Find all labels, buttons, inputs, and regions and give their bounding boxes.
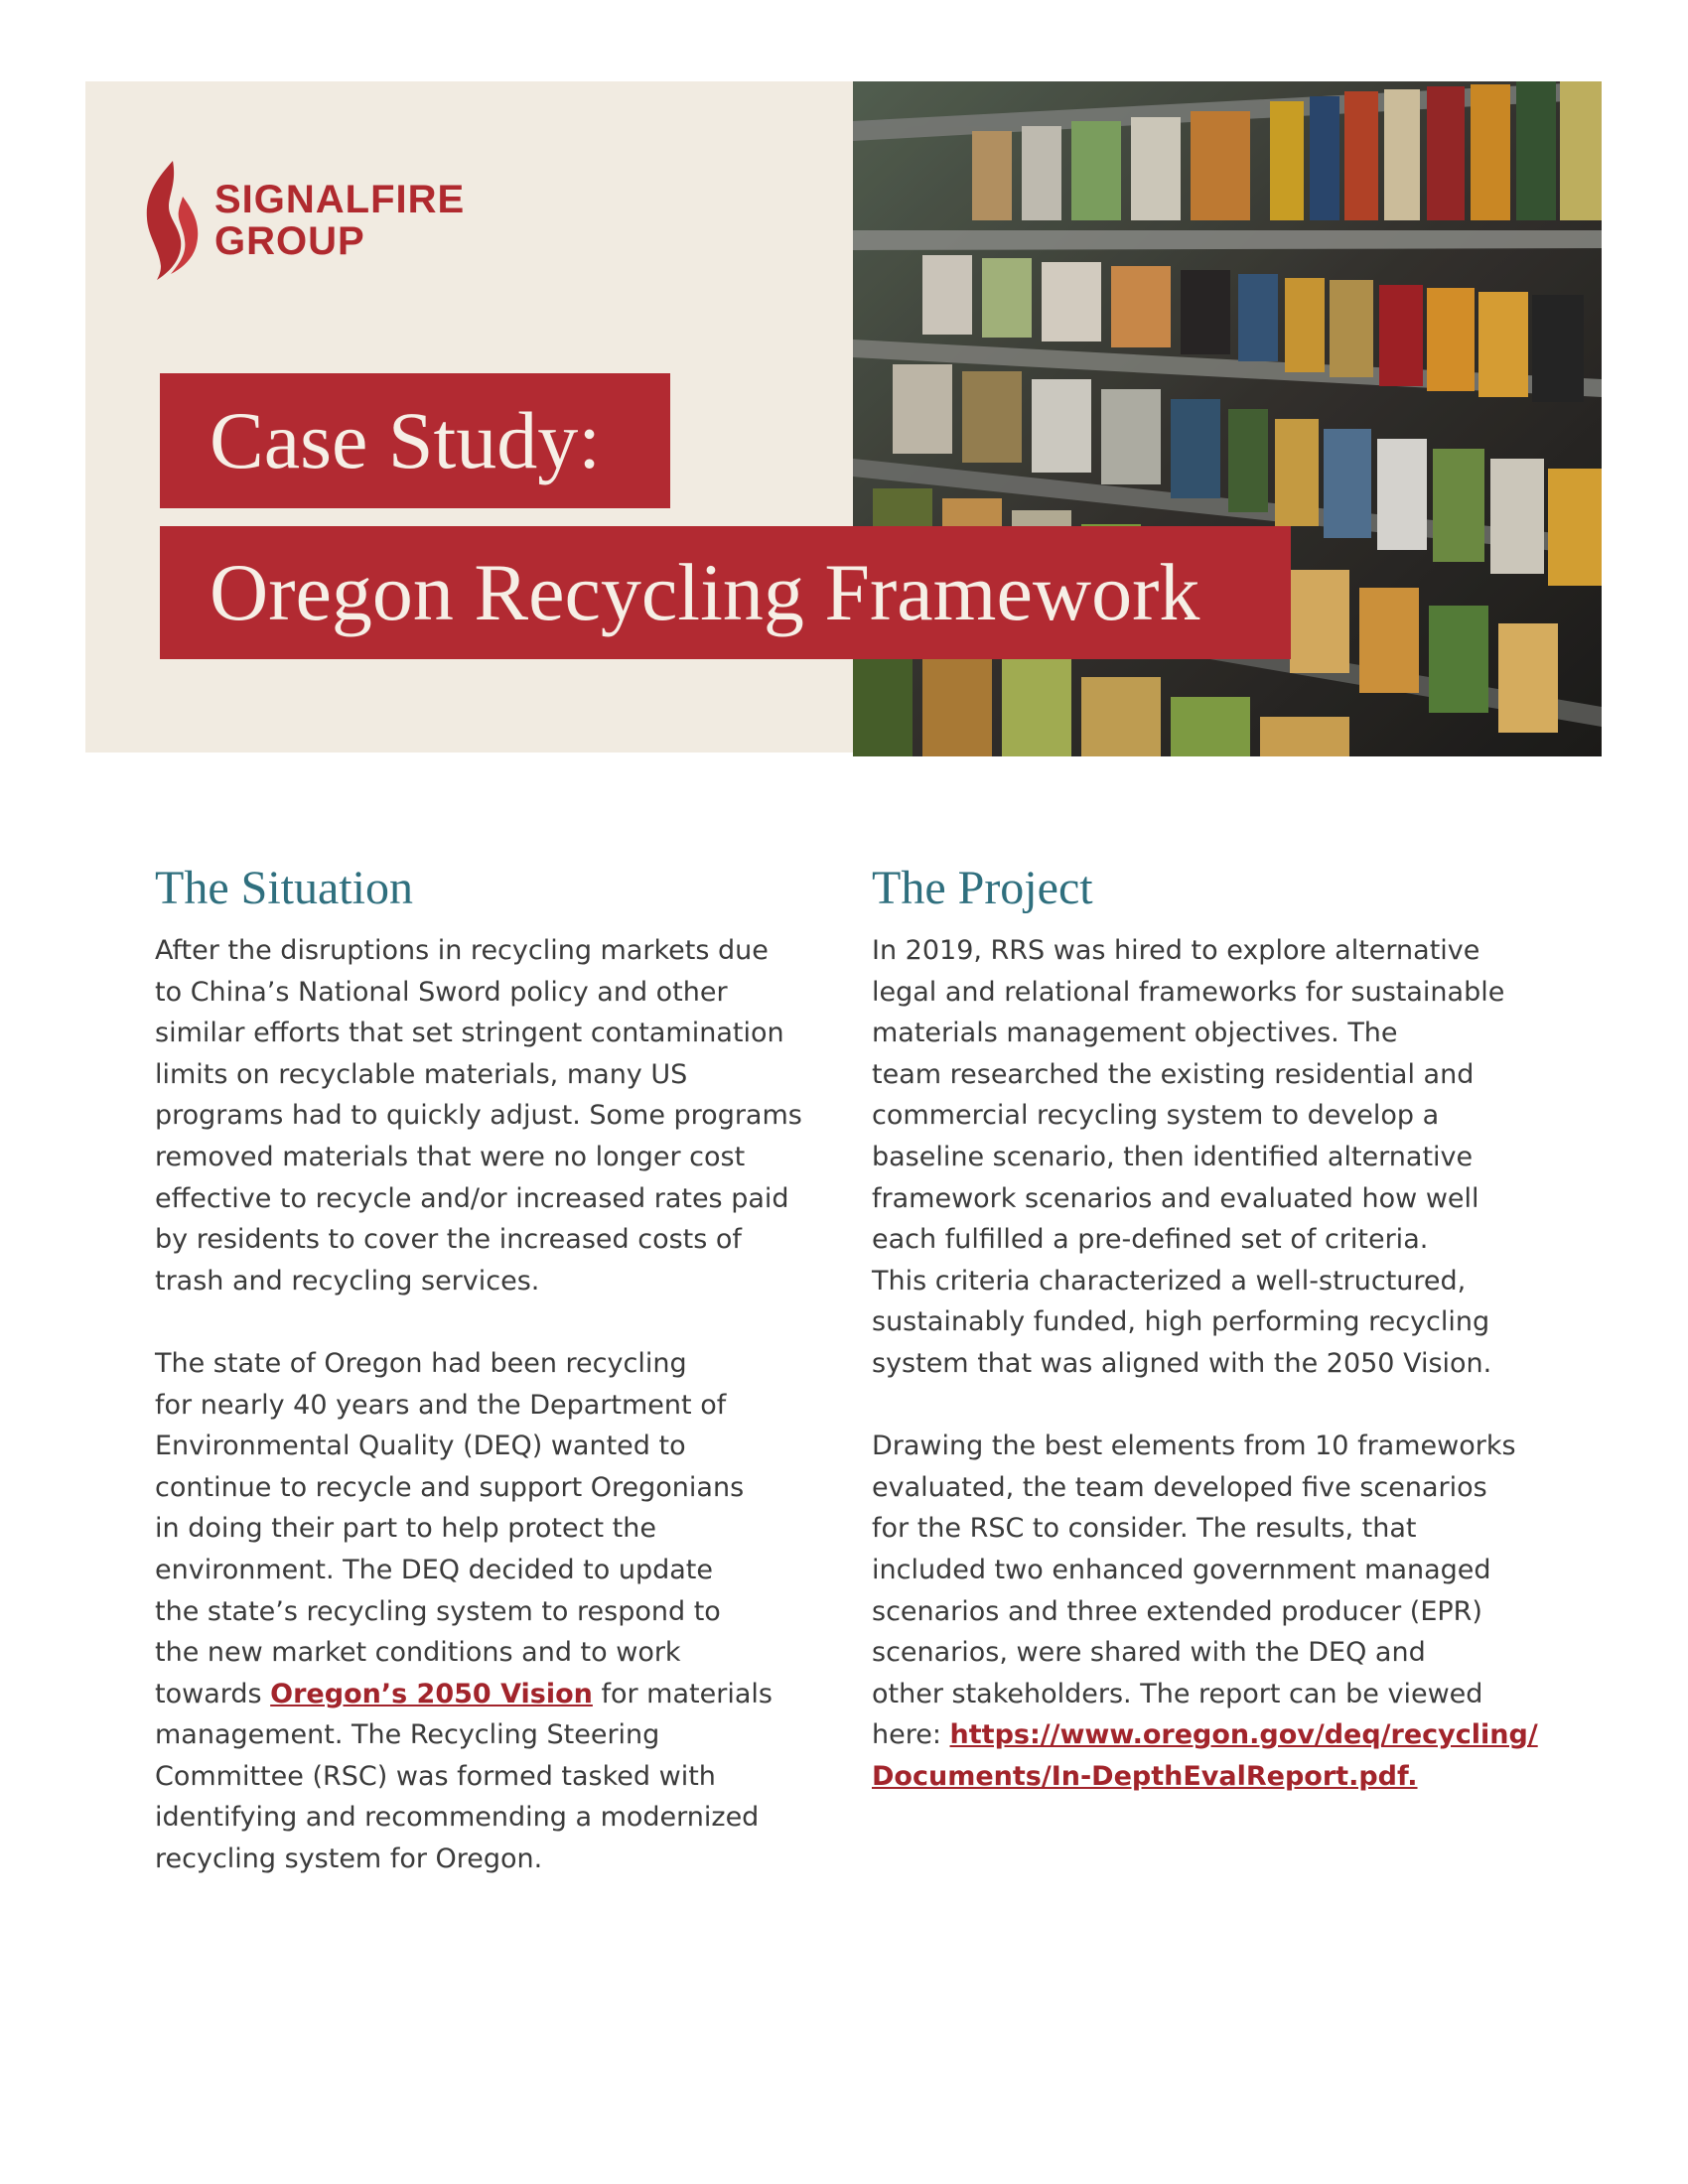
text-line: trash and recycling services. [155,1265,540,1297]
text-line: After the disruptions in recycling markets due [155,935,769,966]
oregon-2050-vision-link[interactable]: Oregon’s 2050 Vision [270,1678,593,1709]
project-heading: The Project [872,862,1093,914]
text-line: materials management objectives. The [872,1018,1398,1049]
text-line: sustainably funded, high performing recycling [872,1306,1490,1338]
text-line: management. The Recycling Steering [155,1719,660,1751]
brand-name-line1: SIGNALFIRE [214,178,466,221]
text-line: included two enhanced government managed [872,1554,1491,1585]
text-line: environment. The DEQ decided to update [155,1554,713,1585]
text-line-with-link [155,1674,830,1715]
text-line: system that was aligned with the 2050 Vision. [872,1347,1492,1379]
text-line: The state of Oregon had been recycling [155,1347,687,1379]
text-line: identifying and recommending a modernized [155,1802,760,1834]
text-line: Environmental Quality (DEQ) wanted to [155,1431,686,1462]
text-line: limits on recyclable materials, many US [155,1058,688,1090]
text-line: other stakeholders. The report can be viewed [872,1678,1483,1709]
text-line-with-link [872,1756,1547,1798]
brand-logo [139,161,465,280]
text-line: the new market conditions and to work [155,1637,681,1669]
text-line: Drawing the best elements from 10 frameworks [872,1431,1516,1462]
text-line: removed materials that were no longer cost [155,1141,746,1172]
text-line: similar efforts that set stringent contamination [155,1018,784,1049]
text-line: This criteria characterized a well-structured, [872,1265,1467,1297]
situation-paragraph-1 [155,930,830,1301]
text-line: continue to recycle and support Oregonians [155,1471,745,1503]
text-line: scenarios and three extended producer (EPR) [872,1595,1482,1627]
text-line: scenarios, were shared with the DEQ and [872,1637,1426,1669]
text-line: legal and relational frameworks for sustainable [872,976,1505,1008]
situation-heading: The Situation [155,862,413,914]
text-line: by residents to cover the increased costs of [155,1224,742,1256]
report-url-link-part1[interactable]: https://www.oregon.gov/deq/recycling/ [949,1719,1538,1751]
situation-paragraph-2 [155,1343,830,1880]
situation-section [155,859,830,1921]
page-title-line1: Case Study: [160,373,670,508]
link-prefix: towards [155,1678,271,1709]
text-line: commercial recycling system to develop a [872,1100,1440,1132]
project-section [872,859,1547,1839]
text-line: In 2019, RRS was hired to explore alternative [872,935,1480,966]
text-line: evaluated, the team developed five scenarios [872,1471,1487,1503]
project-paragraph-2 [872,1426,1547,1797]
text-line: programs had to quickly adjust. Some programs [155,1100,802,1132]
text-line: recycling system for Oregon. [155,1843,543,1875]
text-line-with-link [872,1714,1547,1756]
text-line: baseline scenario, then identified alternative [872,1141,1474,1172]
link-prefix: here: [872,1719,950,1751]
text-line: team researched the existing residential and [872,1058,1475,1090]
text-line: for nearly 40 years and the Department of [155,1389,727,1421]
brand-name [214,179,465,262]
report-url-link-part2[interactable]: Documents/In-DepthEvalReport.pdf. [872,1760,1418,1792]
text-line: each fulfilled a pre-defined set of criteria. [872,1224,1429,1256]
page-title-line2: Oregon Recycling Framework [160,526,1291,659]
text-line: to China’s National Sword policy and other [155,976,728,1008]
project-paragraph-1 [872,930,1547,1385]
brand-name-line2: GROUP [214,219,365,263]
flame-icon [139,161,201,280]
text-line: Committee (RSC) was formed tasked with [155,1760,716,1792]
text-line: for the RSC to consider. The results, that [872,1513,1417,1545]
text-line: in doing their part to help protect the [155,1513,656,1545]
text-line: effective to recycle and/or increased rates paid [155,1182,789,1214]
link-suffix: for materials [592,1678,773,1709]
text-line: framework scenarios and evaluated how well [872,1182,1479,1214]
text-line: the state’s recycling system to respond to [155,1595,721,1627]
